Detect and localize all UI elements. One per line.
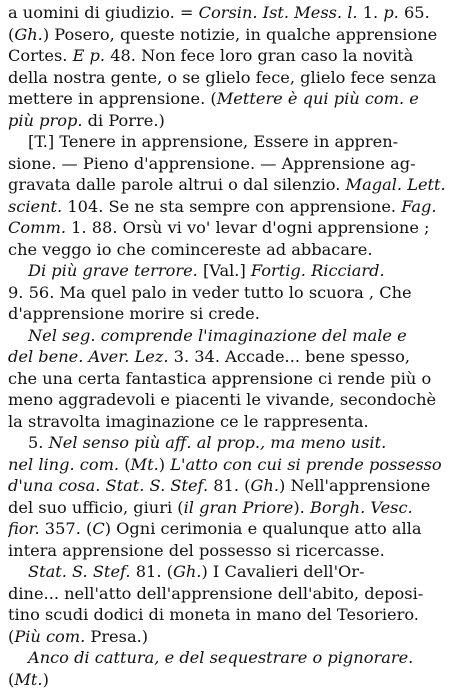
text-segment: tino scudi dodici di moneta in mano del Tesoriero. — [8, 605, 419, 624]
text-line — [8, 647, 471, 669]
italic-text-segment: C — [92, 519, 104, 538]
italic-text-segment: Mt. — [14, 670, 42, 689]
text-line — [8, 389, 464, 411]
text-segment: 65. — [399, 3, 430, 22]
text-segment: sione. — Pieno d'apprensione. — Apprensione ag- — [8, 154, 416, 173]
text-segment: 48. Non fece loro gran caso la novità — [105, 46, 413, 65]
italic-text-segment: d'una cosa. Stat. S. Stef. — [8, 476, 208, 495]
text-line — [8, 174, 464, 196]
text-line — [8, 239, 464, 261]
text-segment: ( — [119, 455, 130, 474]
text-segment: 81. ( — [131, 562, 173, 581]
italic-text-segment: Fag. — [401, 197, 436, 216]
italic-text-segment: Gh. — [173, 562, 202, 581]
text-line — [8, 475, 464, 497]
text-segment: di — [82, 111, 108, 130]
text-line — [8, 368, 464, 390]
text-segment: della nostra gente, o se glielo fece, glielo fece senza — [8, 68, 436, 87]
text-segment: 1. 88. Orsù vi vo' levar d'ogni apprensione ; — [66, 218, 430, 237]
italic-text-segment: nel ling. com. — [8, 455, 119, 474]
text-segment: 5. — [28, 433, 49, 452]
text-line — [8, 45, 464, 67]
text-segment: 357. ( — [40, 519, 93, 538]
text-line — [8, 561, 471, 583]
text-segment: che veggo io che comincereste ad abbacare. — [8, 240, 372, 259]
italic-text-segment: più prop. — [8, 111, 82, 130]
text-line — [8, 131, 471, 153]
text-segment: ( — [8, 25, 14, 44]
text-line — [8, 497, 464, 519]
italic-text-segment: Mt. — [131, 455, 159, 474]
italic-text-segment: Fortig. Ricciard. — [251, 261, 385, 280]
text-segment: [Val.] — [198, 261, 251, 280]
text-line — [8, 110, 464, 132]
text-segment: 9. 56. Ma quel palo in veder tutto lo scuora , Che — [8, 283, 412, 302]
italic-text-segment: Gh. — [14, 25, 43, 44]
italic-text-segment: Di più grave terrore. — [28, 261, 198, 280]
text-line — [8, 196, 464, 218]
text-segment: 1. — [358, 3, 384, 22]
italic-text-segment: = Corsin. Ist. Mess. l. — [180, 3, 358, 22]
italic-text-segment: scient. — [8, 197, 62, 216]
text-segment: ( — [8, 670, 14, 689]
italic-text-segment: Nel senso più aff. al prop., ma meno usit. — [49, 433, 387, 452]
text-segment: ) — [43, 670, 49, 689]
text-segment: ) Posero, queste notizie, in qualche apprensione — [43, 25, 437, 44]
text-line — [8, 303, 464, 325]
italic-text-segment: Nel seg. comprende l'imaginazione del male e — [28, 326, 407, 345]
italic-text-segment: Mettere è qui più com. e — [217, 89, 419, 108]
text-segment: ) Ogni cerimonia e qualunque atto alla — [105, 519, 422, 538]
text-segment: dine... nell'atto dell'apprensione dell'abito, deposi- — [8, 584, 423, 603]
text-segment: Cortes. — [8, 46, 73, 65]
text-line — [8, 153, 464, 175]
italic-text-segment: Magal. Lett. — [346, 175, 446, 194]
text-line — [8, 454, 464, 476]
text-segment: 81. ( — [208, 476, 250, 495]
text-line — [8, 604, 464, 626]
text-segment: 3. 34. Accade... bene spesso, — [169, 347, 410, 366]
text-segment: la stravolta imaginazione ce le rappresenta. — [8, 412, 369, 431]
text-segment: ). — [293, 498, 310, 517]
text-segment: del suo ufficio, giuri ( — [8, 498, 184, 517]
italic-text-segment: Comm. — [8, 218, 66, 237]
text-segment: ) I Cavalieri dell'Or- — [201, 562, 364, 581]
text-segment: mettere in apprensione. ( — [8, 89, 217, 108]
text-line — [8, 540, 464, 562]
text-line — [8, 432, 471, 454]
text-segment: che una certa fantastica apprensione ci rende più o — [8, 369, 431, 388]
text-segment: d'apprensione morire si crede. — [8, 304, 260, 323]
text-segment: 104. Se ne sta sempre con apprensione. — [62, 197, 401, 216]
text-line — [8, 217, 464, 239]
italic-text-segment: del bene. Aver. Lez. — [8, 347, 169, 366]
text-line — [8, 518, 464, 540]
text-line — [8, 282, 464, 304]
text-line — [8, 88, 464, 110]
text-segment: [T.] Tenere in apprensione, Essere in appren- — [28, 132, 398, 151]
text-line — [8, 411, 464, 433]
italic-text-segment: Anco di cattura, e del sequestrare o pignorare. — [28, 648, 413, 667]
text-line — [8, 325, 471, 347]
italic-text-segment: il gran Priore — [184, 498, 294, 517]
text-line — [8, 260, 471, 282]
text-segment: ) — [159, 455, 170, 474]
text-segment: meno aggradevoli e piacenti le vivande, secondochè — [8, 390, 436, 409]
italic-text-segment: L'atto con cui si prende possesso — [170, 455, 441, 474]
text-segment: ( — [8, 627, 14, 646]
italic-text-segment: Borgh. Vesc. — [310, 498, 413, 517]
dictionary-page-text — [8, 2, 464, 690]
text-segment: Porre. — [108, 111, 158, 130]
text-line — [8, 583, 464, 605]
text-line — [8, 346, 464, 368]
text-segment: ) — [159, 111, 165, 130]
text-segment: gravata dalle parole altrui o dal silenzio. — [8, 175, 346, 194]
italic-text-segment: E p. — [73, 46, 105, 65]
italic-text-segment: Più com. — [14, 627, 85, 646]
text-line — [8, 67, 464, 89]
text-segment: a uomini di giudizio. — [8, 3, 180, 22]
text-line — [8, 669, 464, 690]
text-segment: ) Nell'apprensione — [279, 476, 430, 495]
italic-text-segment: Gh. — [250, 476, 279, 495]
italic-text-segment: Stat. S. Stef. — [28, 562, 131, 581]
text-line — [8, 626, 464, 648]
text-line — [8, 24, 464, 46]
italic-text-segment: fior. — [8, 519, 40, 538]
text-line — [8, 2, 464, 24]
italic-text-segment: p. — [383, 3, 399, 22]
text-segment: intera apprensione del possesso si ricercasse. — [8, 541, 385, 560]
text-segment: Presa.) — [85, 627, 148, 646]
